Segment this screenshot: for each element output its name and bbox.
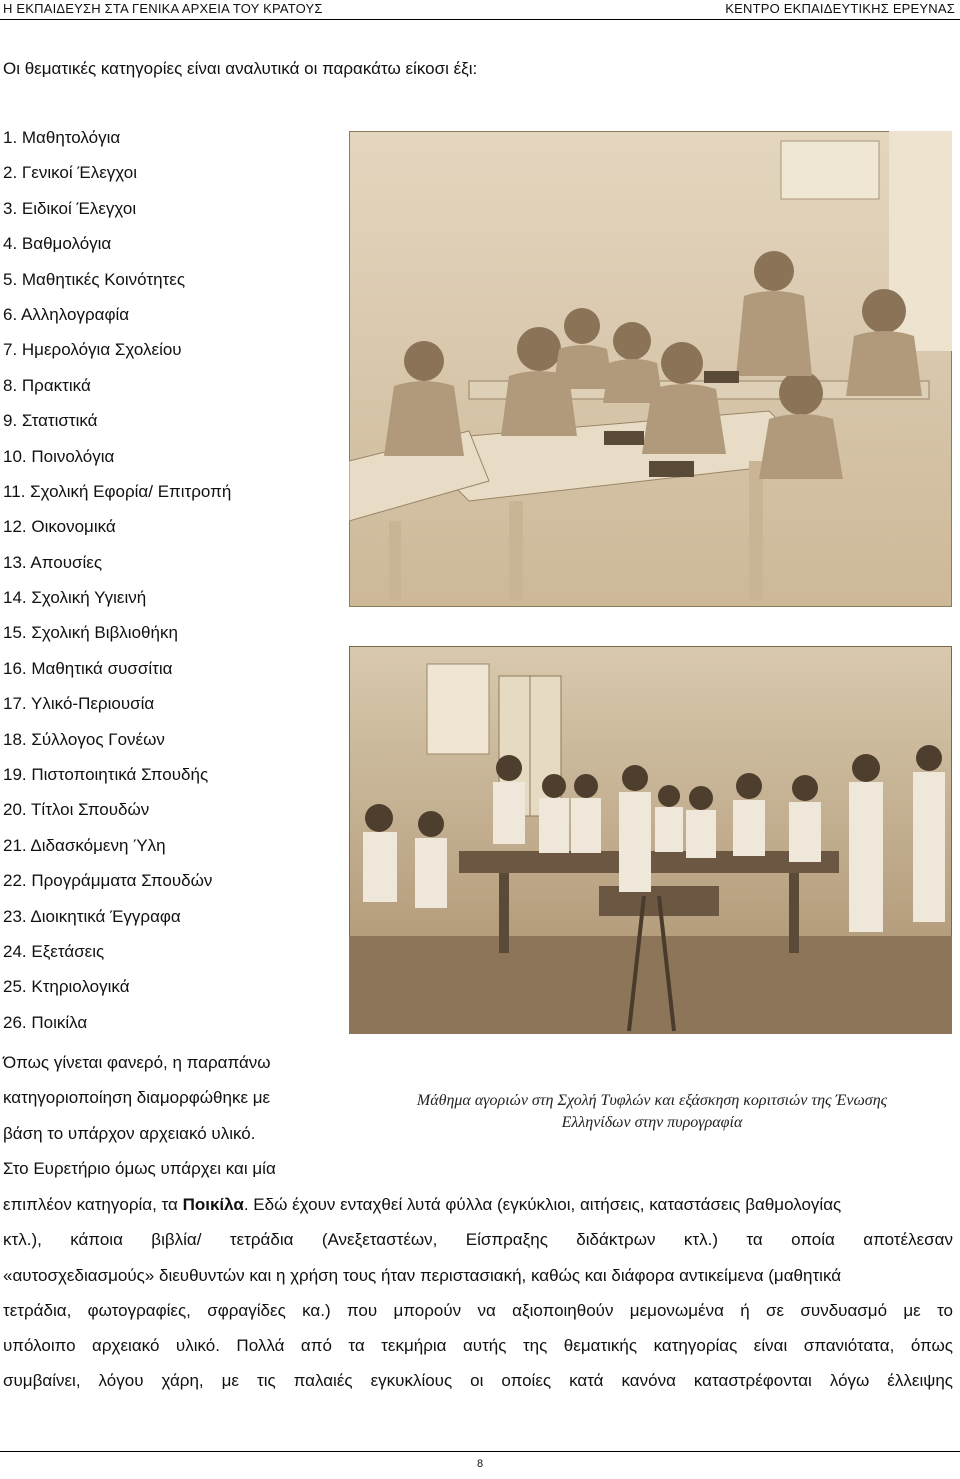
- header-right-title: ΚΕΝΤΡΟ ΕΚΠΑΙΔΕΥΤΙΚΗΣ ΕΡΕΥΝΑΣ: [725, 1, 955, 16]
- paragraph-line: κατηγοριοποίηση διαμορφώθηκε με: [3, 1088, 271, 1108]
- caption-line: Ελληνίδων στην πυρογραφία: [561, 1114, 743, 1131]
- category-list: [3, 127, 231, 1047]
- category-item: 4. Βαθμολόγια: [3, 234, 112, 254]
- paragraph-line: συμβαίνει, λόγου χάρη, με τις παλαιές εγκυκλίους οι οποίες κατά κανόνα καταστρέφονται λόγω έλλειψης: [3, 1371, 953, 1391]
- header-left-title: Η ΕΚΠΑΙΔΕΥΣΗ ΣΤΑ ΓΕΝΙΚΑ ΑΡΧΕΙΑ ΤΟΥ ΚΡΑΤΟΥΣ: [3, 1, 323, 16]
- photo-boys-classroom: [349, 131, 952, 607]
- intro-sentence: Οι θεματικές κατηγορίες είναι αναλυτικά οι παρακάτω είκοσι έξι:: [3, 59, 478, 78]
- category-item: 12. Οικονομικά: [3, 517, 116, 537]
- photo-caption: [352, 1090, 952, 1134]
- category-item: 20. Τίτλοι Σπουδών: [3, 800, 150, 820]
- page-number: 8: [476, 1458, 484, 1470]
- text-run: επιπλέον κατηγορία, τα: [3, 1195, 183, 1214]
- category-item: 16. Μαθητικά συσσίτια: [3, 658, 173, 678]
- category-item: 22. Προγράμματα Σπουδών: [3, 871, 213, 891]
- paragraph-line: υπόλοιπο αρχειακό υλικό. Πολλά από τα τεκμήρια αυτής της θεματικής κατηγορίας είναι σπανιότατα, όπως: [3, 1336, 953, 1356]
- category-item: 9. Στατιστικά: [3, 411, 98, 431]
- paragraph-line: βάση το υπάρχον αρχειακό υλικό.: [3, 1123, 256, 1143]
- caption-line: Μάθημα αγοριών στη Σχολή Τυφλών και εξάσκηση κοριτσιών της Ένωσης: [416, 1092, 888, 1109]
- category-item: 5. Μαθητικές Κοινότητες: [3, 269, 186, 289]
- category-item: 26. Ποικίλα: [3, 1012, 88, 1032]
- paragraph-intro-left: [3, 1045, 343, 1186]
- text-run: . Εδώ έχουν ενταχθεί λυτά φύλλα (εγκύκλιοι, αιτήσεις, καταστάσεις βαθμολογίας: [243, 1195, 842, 1214]
- category-item: 23. Διοικητικά Έγγραφα: [3, 906, 181, 926]
- category-item: 13. Απουσίες: [3, 552, 103, 572]
- category-item: 19. Πιστοποιητικά Σπουδής: [3, 765, 209, 785]
- category-item: 8. Πρακτικά: [3, 375, 91, 395]
- header-rule: [0, 19, 960, 20]
- emphasis-poikila: Ποικίλα: [182, 1195, 244, 1214]
- category-item: 21. Διδασκόμενη Ύλη: [3, 835, 166, 855]
- paragraph-line: Στο Ευρετήριο όμως υπάρχει και μία: [3, 1158, 276, 1178]
- category-item: 1. Μαθητολόγια: [3, 128, 121, 147]
- category-item: 25. Κτηριολογικά: [3, 977, 130, 997]
- category-item: 10. Ποινολόγια: [3, 446, 115, 466]
- category-item: 7. Ημερολόγια Σχολείου: [3, 340, 182, 360]
- running-header: [0, 0, 960, 22]
- category-item: 3. Ειδικοί Έλεγχοι: [3, 198, 137, 218]
- paragraph-line: [3, 1187, 953, 1222]
- footer-rule: [0, 1451, 960, 1452]
- paragraph-line: «αυτοσχεδιασμούς» διευθυντών και η χρήση τους ήταν περιστασιακή, καθώς και διάφορα αντικείμενα (μαθητικά: [3, 1265, 842, 1285]
- body-paragraph: [3, 1187, 953, 1399]
- paragraph-line: τετράδια, φωτογραφίες, σφραγίδες κα.) που μπορούν να αξιοποιηθούν μεμονωμένα ή σε συνδυασμό με το: [3, 1300, 953, 1320]
- paragraph-line: κτλ.), κάποια βιβλία/ τετράδια (Ανεξεταστέων, Είσπραξης διδάκτρων κτλ.) τα οποία αποτέλεσαν: [3, 1230, 953, 1250]
- category-item: 2. Γενικοί Έλεγχοι: [3, 163, 137, 183]
- category-item: 24. Εξετάσεις: [3, 941, 105, 961]
- category-item: 14. Σχολική Υγιεινή: [3, 588, 147, 608]
- category-item: 6. Αλληλογραφία: [3, 304, 130, 324]
- category-item: 18. Σύλλογος Γονέων: [3, 729, 165, 749]
- paragraph-line: Όπως γίνεται φανερό, η παραπάνω: [3, 1053, 271, 1072]
- category-item: 17. Υλικό-Περιουσία: [3, 694, 155, 714]
- category-item: 11. Σχολική Εφορία/ Επιτροπή: [3, 481, 232, 501]
- category-item: 15. Σχολική Βιβλιοθήκη: [3, 623, 178, 643]
- photo-girls-pyrography: [349, 646, 952, 1034]
